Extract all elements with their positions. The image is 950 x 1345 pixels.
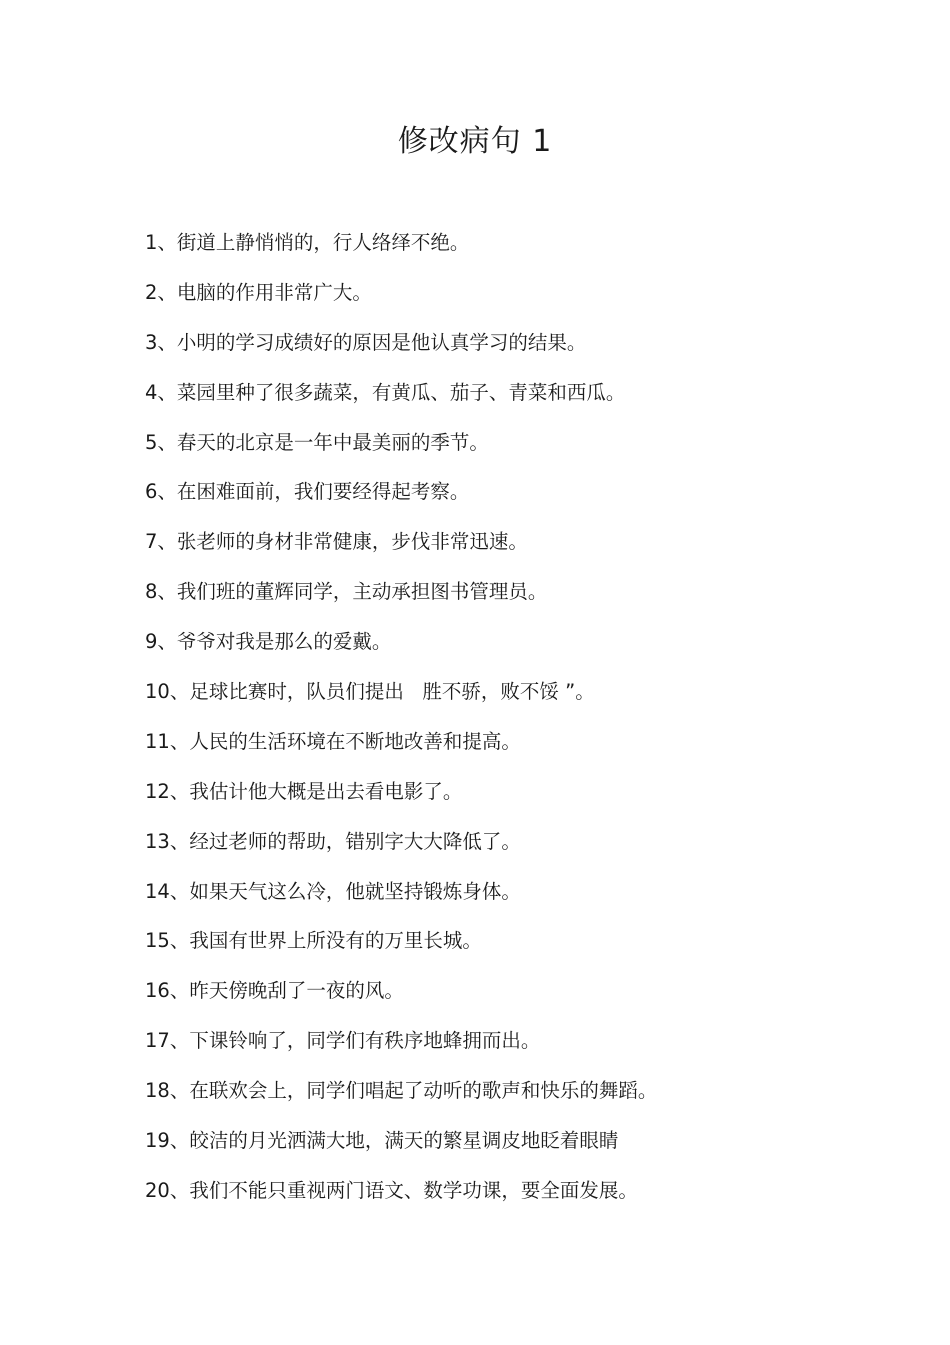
question-item-15: 15、我国有世界上所没有的万里长城。 xyxy=(145,929,482,953)
question-item-4: 4、菜园里种了很多蔬菜，有黄瓜、茄子、青菜和西瓜。 xyxy=(145,380,626,404)
question-item-7: 7、张老师的身材非常健康，步伐非常迅速。 xyxy=(145,530,528,554)
question-item-9: 9、爷爷对我是那么的爱戴。 xyxy=(145,630,392,654)
question-item-16: 16、昨天傍晚刮了一夜的风。 xyxy=(145,979,404,1003)
question-item-12: 12、我估计他大概是出去看电影了。 xyxy=(145,779,463,803)
question-item-17: 17、下课铃响了，同学们有秩序地蜂拥而出。 xyxy=(145,1029,541,1053)
page-title: 修改病句 1 xyxy=(397,124,553,159)
question-item-10: 10、足球比赛时，队员们提出 胜不骄，败不馁 ”。 xyxy=(145,680,595,704)
question-item-5: 5、春天的北京是一年中最美丽的季节。 xyxy=(145,430,489,454)
question-list xyxy=(145,225,845,1223)
question-item-13: 13、经过老师的帮助，错别字大大降低了。 xyxy=(145,829,521,853)
question-item-20: 20、我们不能只重视两门语文、数学功课，要全面发展。 xyxy=(145,1178,638,1202)
question-item-11: 11、人民的生活环境在不断地改善和提高。 xyxy=(145,729,521,753)
question-item-19: 19、皎洁的月光洒满大地，满天的繁星调皮地眨着眼睛 xyxy=(145,1129,619,1153)
question-item-6: 6、在困难面前，我们要经得起考察。 xyxy=(145,480,470,504)
question-item-18: 18、在联欢会上，同学们唱起了动听的歌声和快乐的舞蹈。 xyxy=(145,1079,658,1103)
question-item-3: 3、小明的学习成绩好的原因是他认真学习的结果。 xyxy=(145,330,587,354)
question-item-14: 14、如果天气这么冷，他就坚持锻炼身体。 xyxy=(145,879,521,903)
question-item-1: 1、街道上静悄悄的，行人络绎不绝。 xyxy=(145,231,470,254)
question-item-8: 8、我们班的董辉同学，主动承担图书管理员。 xyxy=(145,580,548,604)
question-item-2: 2、电脑的作用非常广大。 xyxy=(145,280,372,304)
